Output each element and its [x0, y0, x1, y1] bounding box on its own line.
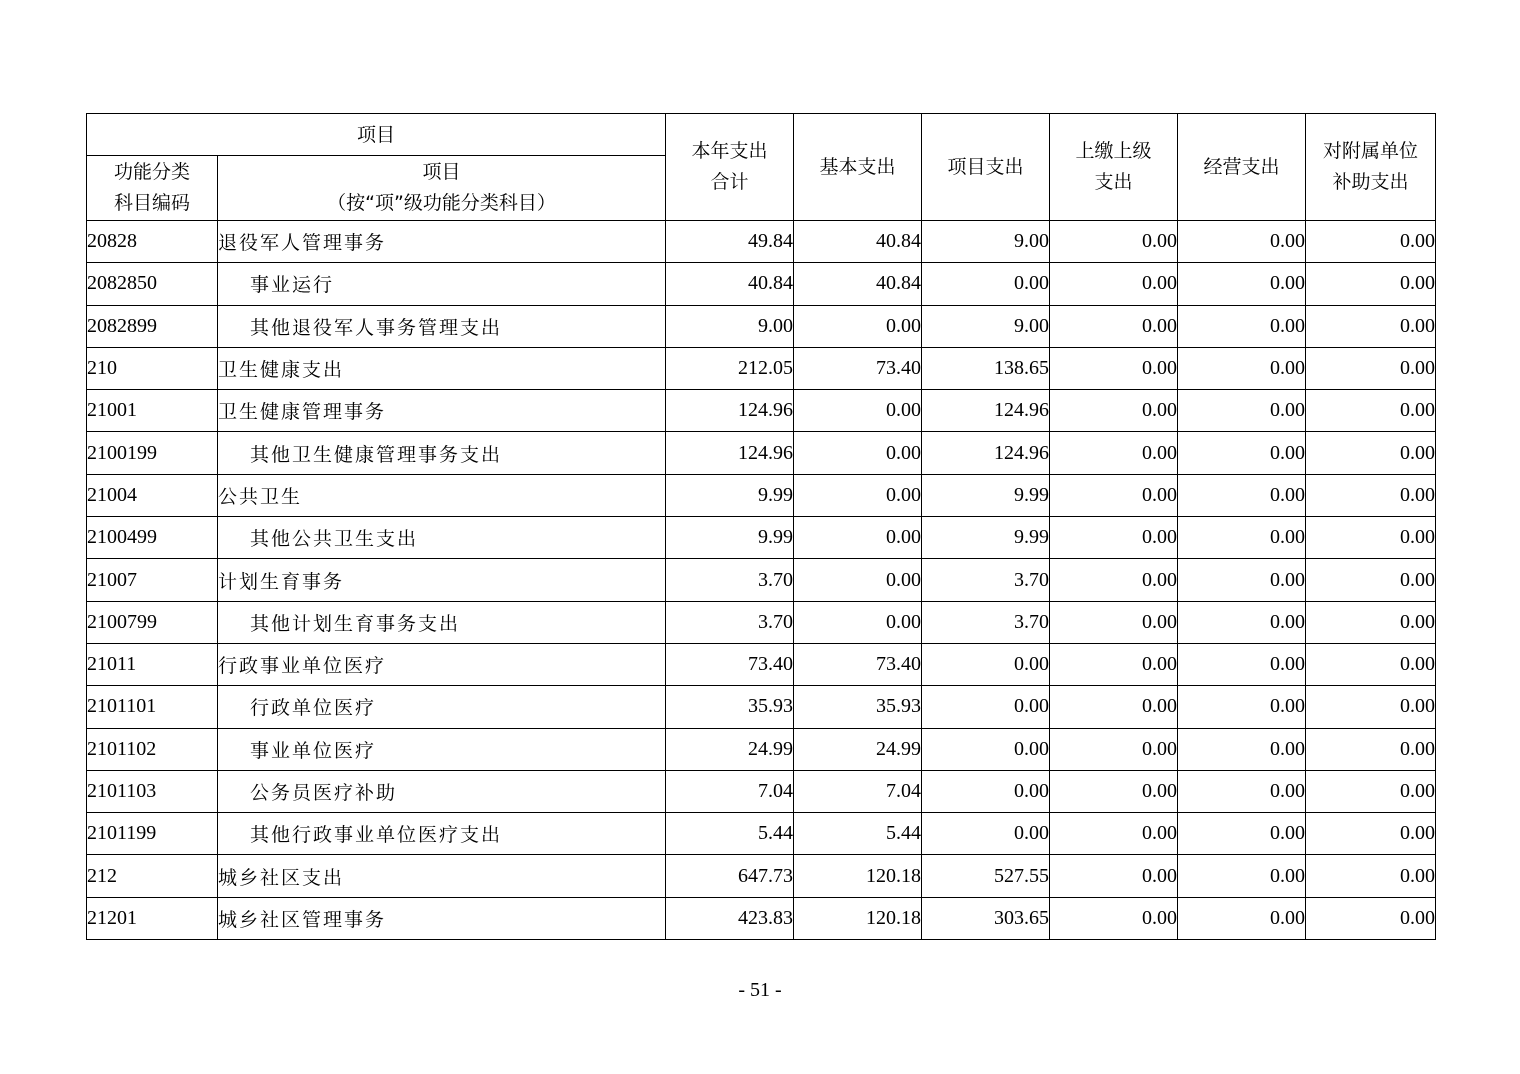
- cell-upper: 0.00: [1050, 686, 1178, 728]
- cell-project: 0.00: [922, 643, 1050, 685]
- header-upper: [1050, 114, 1178, 221]
- cell-upper: 0.00: [1050, 474, 1178, 516]
- cell-project: 0.00: [922, 263, 1050, 305]
- cell-project: 0.00: [922, 728, 1050, 770]
- cell-upper: 0.00: [1050, 305, 1178, 347]
- cell-business: 0.00: [1178, 855, 1306, 897]
- cell-subsidy: 0.00: [1306, 390, 1436, 432]
- header-basic: 基本支出: [794, 114, 922, 221]
- cell-business: 0.00: [1178, 390, 1306, 432]
- header-code: [87, 156, 218, 221]
- cell-name: 其他行政事业单位医疗支出: [218, 813, 666, 855]
- cell-upper: 0.00: [1050, 728, 1178, 770]
- cell-basic: 5.44: [794, 813, 922, 855]
- table-row: [87, 643, 1436, 685]
- cell-name: 其他公共卫生支出: [218, 517, 666, 559]
- table-row: [87, 347, 1436, 389]
- cell-basic: 24.99: [794, 728, 922, 770]
- cell-name: 城乡社区支出: [218, 855, 666, 897]
- cell-upper: 0.00: [1050, 347, 1178, 389]
- cell-name: 事业运行: [218, 263, 666, 305]
- table-body: [87, 221, 1436, 940]
- header-business: 经营支出: [1178, 114, 1306, 221]
- cell-total: 3.70: [666, 601, 794, 643]
- cell-project: 138.65: [922, 347, 1050, 389]
- cell-total: 647.73: [666, 855, 794, 897]
- cell-name: 行政单位医疗: [218, 686, 666, 728]
- header-total: [666, 114, 794, 221]
- cell-project: 9.00: [922, 221, 1050, 263]
- cell-name: 城乡社区管理事务: [218, 897, 666, 939]
- cell-code: 2101101: [87, 686, 218, 728]
- cell-project: 124.96: [922, 432, 1050, 474]
- cell-business: 0.00: [1178, 728, 1306, 770]
- cell-total: 73.40: [666, 643, 794, 685]
- cell-total: 7.04: [666, 770, 794, 812]
- cell-code: 2101103: [87, 770, 218, 812]
- cell-project: 9.00: [922, 305, 1050, 347]
- cell-basic: 7.04: [794, 770, 922, 812]
- cell-name: 其他计划生育事务支出: [218, 601, 666, 643]
- cell-code: 21007: [87, 559, 218, 601]
- cell-business: 0.00: [1178, 221, 1306, 263]
- cell-name: 其他卫生健康管理事务支出: [218, 432, 666, 474]
- cell-project: 9.99: [922, 517, 1050, 559]
- cell-total: 3.70: [666, 559, 794, 601]
- cell-total: 124.96: [666, 432, 794, 474]
- cell-total: 9.00: [666, 305, 794, 347]
- cell-subsidy: 0.00: [1306, 305, 1436, 347]
- cell-total: 9.99: [666, 474, 794, 516]
- cell-subsidy: 0.00: [1306, 221, 1436, 263]
- cell-business: 0.00: [1178, 305, 1306, 347]
- cell-business: 0.00: [1178, 601, 1306, 643]
- cell-basic: 0.00: [794, 601, 922, 643]
- cell-name: 其他退役军人事务管理支出: [218, 305, 666, 347]
- header-subsidy-line1: 对附属单位: [1323, 140, 1419, 162]
- table-row: [87, 855, 1436, 897]
- cell-code: 20828: [87, 221, 218, 263]
- table-row: [87, 559, 1436, 601]
- cell-basic: 0.00: [794, 517, 922, 559]
- cell-code: 2100199: [87, 432, 218, 474]
- cell-code: 210: [87, 347, 218, 389]
- cell-subsidy: 0.00: [1306, 686, 1436, 728]
- table-row: [87, 686, 1436, 728]
- cell-name: 行政事业单位医疗: [218, 643, 666, 685]
- header-name-line2: （按“项”级功能分类科目）: [327, 192, 556, 214]
- cell-name: 计划生育事务: [218, 559, 666, 601]
- table-row: [87, 770, 1436, 812]
- cell-upper: 0.00: [1050, 770, 1178, 812]
- cell-basic: 0.00: [794, 559, 922, 601]
- cell-code: 2100499: [87, 517, 218, 559]
- cell-business: 0.00: [1178, 474, 1306, 516]
- header-subsidy-line2: 补助支出: [1332, 171, 1409, 193]
- cell-upper: 0.00: [1050, 221, 1178, 263]
- cell-upper: 0.00: [1050, 601, 1178, 643]
- cell-code: 212: [87, 855, 218, 897]
- table-row: [87, 897, 1436, 939]
- cell-subsidy: 0.00: [1306, 728, 1436, 770]
- cell-upper: 0.00: [1050, 855, 1178, 897]
- cell-code: 21001: [87, 390, 218, 432]
- header-name-line1: 项目: [422, 161, 461, 183]
- table-header: [87, 114, 1436, 221]
- cell-upper: 0.00: [1050, 559, 1178, 601]
- cell-business: 0.00: [1178, 643, 1306, 685]
- cell-project: 3.70: [922, 559, 1050, 601]
- table-row: [87, 221, 1436, 263]
- cell-name: 卫生健康管理事务: [218, 390, 666, 432]
- header-upper-line1: 上缴上级: [1075, 140, 1152, 162]
- cell-upper: 0.00: [1050, 263, 1178, 305]
- cell-upper: 0.00: [1050, 390, 1178, 432]
- table-row: [87, 305, 1436, 347]
- cell-project: 0.00: [922, 813, 1050, 855]
- cell-name: 事业单位医疗: [218, 728, 666, 770]
- cell-basic: 73.40: [794, 347, 922, 389]
- cell-project: 124.96: [922, 390, 1050, 432]
- cell-business: 0.00: [1178, 770, 1306, 812]
- cell-business: 0.00: [1178, 897, 1306, 939]
- table-row: [87, 474, 1436, 516]
- cell-upper: 0.00: [1050, 643, 1178, 685]
- cell-total: 212.05: [666, 347, 794, 389]
- table-row: [87, 813, 1436, 855]
- cell-upper: 0.00: [1050, 813, 1178, 855]
- cell-project: 3.70: [922, 601, 1050, 643]
- cell-basic: 0.00: [794, 390, 922, 432]
- cell-project: 0.00: [922, 770, 1050, 812]
- cell-business: 0.00: [1178, 559, 1306, 601]
- cell-project: 0.00: [922, 686, 1050, 728]
- header-project: 项目支出: [922, 114, 1050, 221]
- cell-total: 124.96: [666, 390, 794, 432]
- cell-business: 0.00: [1178, 432, 1306, 474]
- cell-basic: 120.18: [794, 855, 922, 897]
- header-total-line1: 本年支出: [691, 140, 768, 162]
- table-row: [87, 432, 1436, 474]
- cell-name: 公务员医疗补助: [218, 770, 666, 812]
- cell-subsidy: 0.00: [1306, 601, 1436, 643]
- header-name: [218, 156, 666, 221]
- cell-basic: 73.40: [794, 643, 922, 685]
- header-code-line1: 功能分类: [113, 161, 190, 183]
- cell-business: 0.00: [1178, 517, 1306, 559]
- cell-subsidy: 0.00: [1306, 770, 1436, 812]
- cell-basic: 0.00: [794, 305, 922, 347]
- cell-code: 2082899: [87, 305, 218, 347]
- cell-business: 0.00: [1178, 813, 1306, 855]
- cell-subsidy: 0.00: [1306, 813, 1436, 855]
- cell-upper: 0.00: [1050, 517, 1178, 559]
- cell-subsidy: 0.00: [1306, 517, 1436, 559]
- cell-project: 9.99: [922, 474, 1050, 516]
- cell-total: 9.99: [666, 517, 794, 559]
- cell-code: 2100799: [87, 601, 218, 643]
- table-row: [87, 390, 1436, 432]
- cell-total: 5.44: [666, 813, 794, 855]
- cell-project: 527.55: [922, 855, 1050, 897]
- cell-subsidy: 0.00: [1306, 347, 1436, 389]
- page-number: - 51 -: [738, 979, 782, 1001]
- cell-total: 423.83: [666, 897, 794, 939]
- header-subsidy: [1306, 114, 1436, 221]
- cell-subsidy: 0.00: [1306, 474, 1436, 516]
- cell-code: 21004: [87, 474, 218, 516]
- table-row: [87, 517, 1436, 559]
- header-code-line2: 科目编码: [113, 192, 190, 214]
- cell-basic: 40.84: [794, 221, 922, 263]
- cell-basic: 120.18: [794, 897, 922, 939]
- cell-total: 40.84: [666, 263, 794, 305]
- cell-project: 303.65: [922, 897, 1050, 939]
- cell-upper: 0.00: [1050, 432, 1178, 474]
- table-row: [87, 601, 1436, 643]
- cell-subsidy: 0.00: [1306, 559, 1436, 601]
- cell-basic: 0.00: [794, 432, 922, 474]
- cell-total: 49.84: [666, 221, 794, 263]
- cell-subsidy: 0.00: [1306, 643, 1436, 685]
- table-row: [87, 263, 1436, 305]
- cell-upper: 0.00: [1050, 897, 1178, 939]
- cell-subsidy: 0.00: [1306, 855, 1436, 897]
- cell-basic: 0.00: [794, 474, 922, 516]
- cell-code: 2101199: [87, 813, 218, 855]
- cell-code: 2082850: [87, 263, 218, 305]
- cell-business: 0.00: [1178, 347, 1306, 389]
- cell-code: 2101102: [87, 728, 218, 770]
- cell-name: 公共卫生: [218, 474, 666, 516]
- header-upper-line2: 支出: [1094, 171, 1133, 193]
- cell-total: 24.99: [666, 728, 794, 770]
- cell-basic: 35.93: [794, 686, 922, 728]
- cell-subsidy: 0.00: [1306, 263, 1436, 305]
- header-total-line2: 合计: [710, 171, 749, 193]
- cell-code: 21011: [87, 643, 218, 685]
- cell-name: 退役军人管理事务: [218, 221, 666, 263]
- cell-code: 21201: [87, 897, 218, 939]
- header-project-group: 项目: [87, 114, 666, 156]
- cell-subsidy: 0.00: [1306, 897, 1436, 939]
- cell-basic: 40.84: [794, 263, 922, 305]
- table-row: [87, 728, 1436, 770]
- cell-name: 卫生健康支出: [218, 347, 666, 389]
- cell-subsidy: 0.00: [1306, 432, 1436, 474]
- cell-business: 0.00: [1178, 263, 1306, 305]
- cell-business: 0.00: [1178, 686, 1306, 728]
- budget-expenditure-table: [86, 113, 1436, 940]
- cell-total: 35.93: [666, 686, 794, 728]
